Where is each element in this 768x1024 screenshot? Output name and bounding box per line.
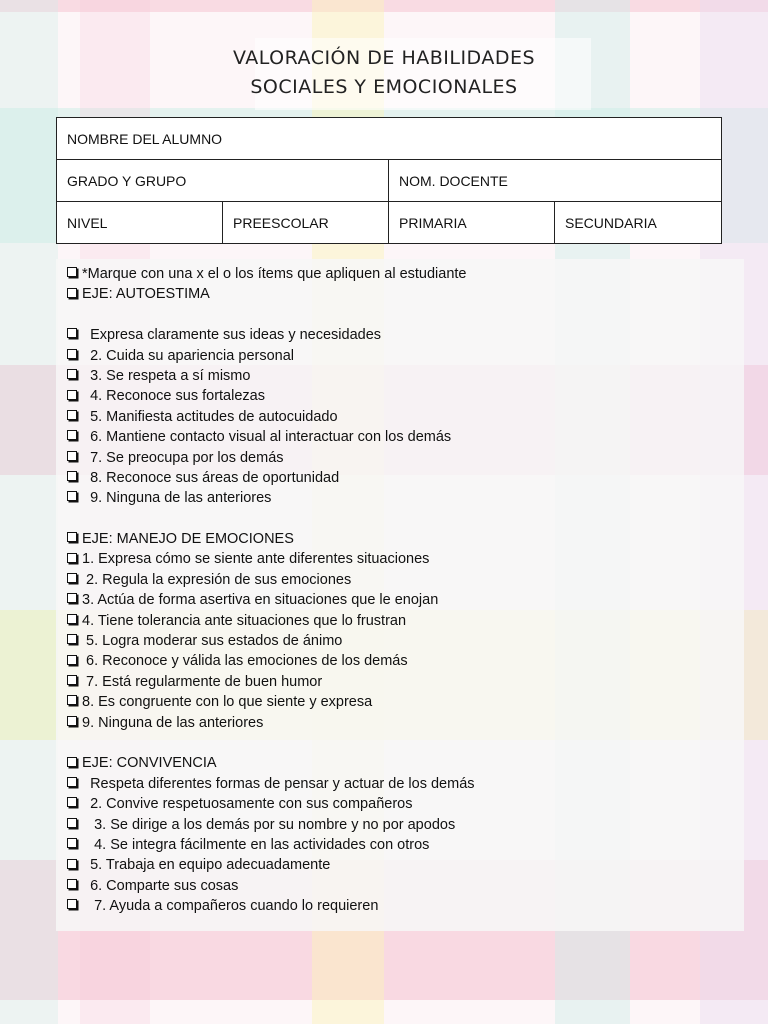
list-item (67, 284, 475, 304)
title-line-1: VALORACIÓN DE HABILIDADES (232, 47, 536, 69)
checkbox-icon[interactable] (67, 634, 77, 644)
list-item (67, 448, 475, 468)
list-item (67, 590, 475, 610)
list-item (67, 855, 475, 875)
item-label: 3. Actúa de forma asertiva en situaciones que le enojan (82, 592, 439, 609)
item-label: 8. Reconoce sus áreas de oportunidad (90, 469, 340, 486)
checkbox-icon[interactable] (67, 777, 77, 787)
page-title (0, 44, 768, 102)
item-label: 9. Ninguna de las anteriores (90, 490, 272, 507)
list-item (67, 346, 475, 366)
list-item (67, 529, 475, 549)
list-item (67, 753, 475, 773)
checkbox-icon[interactable] (67, 451, 77, 461)
list-item (67, 631, 475, 651)
item-label: 2. Regula la expresión de sus emociones (86, 571, 352, 588)
checklist (67, 264, 475, 917)
checkbox-icon[interactable] (67, 390, 77, 400)
checkbox-icon[interactable] (67, 267, 77, 277)
list-item (67, 468, 475, 488)
checkbox-icon[interactable] (67, 757, 77, 767)
checkbox-icon[interactable] (67, 553, 77, 563)
item-label: 4. Se integra fácilmente en las actividades con otros (94, 836, 430, 853)
list-item (67, 815, 475, 835)
item-label: 5. Manifiesta actitudes de autocuidado (90, 408, 338, 425)
item-label: 6. Mantiene contacto visual al interactuar con los demás (90, 429, 452, 446)
checkbox-icon[interactable] (67, 349, 77, 359)
level-secondary-cell[interactable]: SECUNDARIA (555, 202, 722, 244)
section-heading: EJE: CONVIVENCIA (82, 755, 217, 772)
list-item (67, 713, 475, 733)
student-info-table (56, 117, 722, 244)
item-label: 9. Ninguna de las anteriores (82, 714, 264, 731)
item-label: 3. Se respeta a sí mismo (90, 367, 251, 384)
list-item (67, 835, 475, 855)
list-item (67, 774, 475, 794)
list-item (67, 672, 475, 692)
checkbox-icon[interactable] (67, 859, 77, 869)
item-label: 7. Se preocupa por los demás (90, 449, 284, 466)
checkbox-icon[interactable] (67, 675, 77, 685)
list-item (67, 896, 475, 916)
checkbox-icon[interactable] (67, 797, 77, 807)
checkbox-icon[interactable] (67, 328, 77, 338)
student-name-field[interactable]: NOMBRE DEL ALUMNO (57, 118, 722, 160)
item-label: 7. Está regularmente de buen humor (86, 673, 323, 690)
checkbox-icon[interactable] (67, 410, 77, 420)
checkbox-icon[interactable] (67, 899, 77, 909)
checkbox-icon[interactable] (67, 491, 77, 501)
checkbox-icon[interactable] (67, 818, 77, 828)
item-label: 6. Reconoce y válida las emociones de los demás (86, 653, 408, 670)
item-label: 7. Ayuda a compañeros cuando lo requieren (94, 898, 379, 915)
checkbox-icon[interactable] (67, 879, 77, 889)
item-label: Expresa claramente sus ideas y necesidades (90, 327, 382, 344)
checkbox-icon[interactable] (67, 430, 77, 440)
level-primary-cell[interactable]: PRIMARIA (389, 202, 555, 244)
item-label: Respeta diferentes formas de pensar y actuar de los demás (90, 775, 475, 792)
item-label: 5. Trabaja en equipo adecuadamente (90, 857, 331, 874)
checkbox-icon[interactable] (67, 573, 77, 583)
checkbox-icon[interactable] (67, 838, 77, 848)
list-item (67, 407, 475, 427)
checkbox-icon[interactable] (67, 471, 77, 481)
checkbox-icon[interactable] (67, 593, 77, 603)
level-preschool-cell[interactable]: PREESCOLAR (223, 202, 389, 244)
level-label: NIVEL (57, 202, 223, 244)
item-label: 4. Reconoce sus fortalezas (90, 388, 265, 405)
list-item (67, 549, 475, 569)
checkbox-icon[interactable] (67, 288, 77, 298)
list-item (67, 794, 475, 814)
item-label: 4. Tiene tolerancia ante situaciones que lo frustran (82, 612, 407, 629)
item-label: 2. Cuida su apariencia personal (90, 347, 294, 364)
section-heading: EJE: AUTOESTIMA (82, 286, 210, 303)
checkbox-icon[interactable] (67, 614, 77, 624)
list-item (67, 386, 475, 406)
grade-group-field[interactable]: GRADO Y GRUPO (57, 160, 389, 202)
item-label: 8. Es congruente con lo que siente y expresa (82, 694, 373, 711)
list-item (67, 488, 475, 508)
checkbox-icon[interactable] (67, 532, 77, 542)
checkbox-icon[interactable] (67, 369, 77, 379)
title-line-2: SOCIALES Y EMOCIONALES (250, 76, 518, 98)
instruction-text: *Marque con una x el o los ítems que apliquen al estudiante (82, 266, 467, 282)
checkbox-icon[interactable] (67, 695, 77, 705)
list-item (67, 427, 475, 447)
item-label: 1. Expresa cómo se siente ante diferentes situaciones (82, 551, 430, 568)
list-item (67, 611, 475, 631)
item-label: 6. Comparte sus cosas (90, 877, 239, 894)
item-label: 3. Se dirige a los demás por su nombre y no por apodos (94, 816, 456, 833)
item-label: 5. Logra moderar sus estados de ánimo (86, 633, 343, 650)
teacher-name-field[interactable]: NOM. DOCENTE (389, 160, 722, 202)
list-item (67, 570, 475, 590)
list-item (67, 651, 475, 671)
list-item (67, 876, 475, 896)
list-item (67, 264, 475, 284)
list-item (67, 366, 475, 386)
checkbox-icon[interactable] (67, 655, 77, 665)
list-item (67, 325, 475, 345)
item-label: 2. Convive respetuosamente con sus compañeros (90, 796, 413, 813)
checkbox-icon[interactable] (67, 716, 77, 726)
section-heading: EJE: MANEJO DE EMOCIONES (82, 531, 294, 548)
list-item (67, 692, 475, 712)
